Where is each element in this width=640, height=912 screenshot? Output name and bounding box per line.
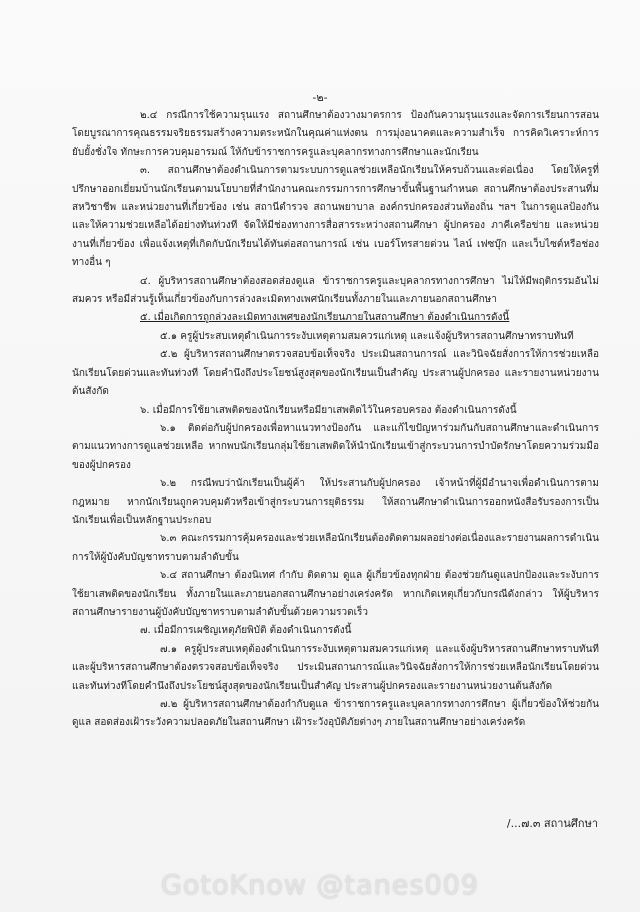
paragraph: ๖.๔ สถานศึกษา ต้องนิเทศ กำกับ ติดตาม ดูแล ผู้เกี่ยวข้องทุกฝ่าย ต้องช่วยกันดูแลปกป้องและระงับการใช้ยาเสพติดของนักเรียน ทั้งภายในและภายนอกสถานศึกษาอย่างเคร่งครัด หากเกิดเหตุเกี่ยวกับกรณีดังกล่าว ให้ผู้บริหารสถานศึกษารายงานผู้บังคับบัญชาทราบตามลำดับขั้นด้วยความรวดเร็ว (72, 570, 599, 618)
paragraph: ๗. เมื่อมีการเผชิญเหตุภัยพิบัติ ต้องดำเนินการดังนี้ (140, 625, 352, 637)
paragraph: ๖.๑ ติดต่อกับผู้ปกครองเพื่อหาแนวทางป้องกัน และแก้ไขปัญหาร่วมกันกับสถานศึกษาและดำเนินการตามแนวทางการดูแลช่วยเหลือ หากพบนักเรียนกลุ่มใช้ยาเสพติดให้นำนักเรียนเข้าสู่กระบวนการบำบัดรักษาโดยความร่วมมือของผู้ปกครอง (72, 422, 599, 471)
paragraph: ๖. เมื่อมีการใช้ยาเสพติดของนักเรียนหรือมียาเสพติดไว้ในครอบครอง ต้องดำเนินการดังนี้ (140, 404, 517, 416)
paragraph: ๓. สถานศึกษาต้องดำเนินการตามระบบการดูแลช่วยเหลือนักเรียนให้ครบถ้วนและต่อเนื่อง โดยให้ครูที่ปรึกษาออกเยี่ยมบ้านนักเรียนตามนโยบายที่สำนักงานคณะกรรมการการศึกษาขั้นพื้นฐานกำหนด สถานศึกษาต้องประสานที่มสหวิชาชีพ และหน่วยงานที่เกี่ยวข้อง เช่น สถานีตำรวจ สถานพยาบาล องค์กรปกครองส่วนท้องถิ่น ฯลฯ ในการดูแลป้องกันและให้ความช่วยเหลือได้อย่างทันท่วงที จัดให้มีช่องทางการสื่อสารระหว่างสถานศึกษา ผู้ปกครอง ภาคีเครือข่าย และหน่วยงานที่เกี่ยวข้อง เพื่อแจ้งเหตุที่เกิดกับนักเรียนได้ทันต่อสถานการณ์ เช่น เบอร์โทรสายด่วน ไลน์ เฟซบุ๊ก และเว็บไซต์หรือช่องทางอื่น ๆ (72, 165, 599, 269)
document-body (72, 107, 599, 733)
paragraph: ๒.๔ กรณีการใช้ความรุนแรง สถานศึกษาต้องวางมาตรการ ป้องกันความรุนแรงและจัดการเรียนการสอนโดยบูรณาการคุณธรรมจริยธรรมสร้างความตระหนักในคุณค่าแห่งตน การมุ่งอนาคตและความสำเร็จ การคิดวิเคราะห์การยับยั้งชั่งใจ ทักษะการควบคุมอารมณ์ ให้กับข้าราชการครูและบุคลากรทางการศึกษาและนักเรียน (72, 110, 599, 158)
paragraph: ๗.๑ ครูผู้ประสบเหตุต้องดำเนินการระงับเหตุตามสมควรแก่เหตุ และแจ้งผู้บริหารสถานศึกษาทราบทันที และผู้บริหารสถานศึกษาต้องตรวจสอบข้อเท็จจริง ประเมินสถานการณ์และวินิจฉัยสั่งการให้การช่วยเหลือนักเรียนโดยด่วนและทันท่วงทีโดยคำนึงถึงประโยชน์สูงสุดของนักเรียนเป็นสำคัญ ประสานผู้ปกครองและรายงานหน่วยงานต้นสังกัด (72, 643, 599, 692)
paragraph: ๖.๓ คณะกรรมการคุ้มครองและช่วยเหลือนักเรียนต้องติดตามผลอย่างต่อเนื่องและรายงานผลการดำเนินการให้ผู้บังคับบัญชาทราบตามลำดับขั้น (72, 533, 599, 563)
paragraph: ๕.๒ ผู้บริหารสถานศึกษาตรวจสอบข้อเท็จจริง ประเมินสถานการณ์ และวินิจฉัยสั่งการให้การช่วยเหลือนักเรียนโดยด่วนและทันท่วงที โดยคำนึงถึงประโยชน์สูงสุดของนักเรียนเป็นสำคัญ ประสานผู้ปกครอง และรายงานหน่วยงานต้นสังกัด (72, 349, 599, 398)
paragraph: ๔. ผู้บริหารสถานศึกษาต้องสอดส่องดูแล ข้าราชการครูและบุคลากรทางการศึกษา ไม่ให้มีพฤติกรรมอันไม่สมควร หรือมีส่วนรู้เห็นเกี่ยวข้องกับการล่วงละเมิดทางเพศนักเรียนทั้งภายในและภายนอกสถานศึกษา (72, 275, 599, 306)
paragraph: ๕. เมื่อเกิดการถูกล่วงละเมิดทางเพศของนักเรียนภายในสถานศึกษา ต้องดำเนินการดังนี้ (140, 312, 510, 324)
paragraph: ๗.๒ ผู้บริหารสถานศึกษาต้องกำกับดูแล ข้าราชการครูและบุคลากรทางการศึกษา ผู้เกี่ยวข้องให้ช่วยกันดูแล สอดส่องเฝ้าระวังความปลอดภัยในสถานศึกษา เฝ้าระวังอุบัติภัยต่างๆ ภายในสถานศึกษาอย่างเคร่งครัด (72, 699, 599, 729)
next-page-reference: /...๗.๓ สถานศึกษา (506, 817, 598, 830)
paragraph: ๖.๒ กรณีพบว่านักเรียนเป็นผู้ค้า ให้ประสานกับผู้ปกครอง เจ้าหน้าที่ผู้มีอำนาจเพื่อดำเนินการตามกฎหมาย หากนักเรียนถูกควบคุมตัวหรือเข้าสู่กระบวนการยุติธรรม ให้สถานศึกษาดำเนินการออกหนังสือรับรองการเป็นนักเรียนเพื่อเป็นหลักฐานประกอบ (72, 478, 599, 526)
page-number: -๒- (312, 91, 328, 104)
watermark: GotoKnow @tanes009 (160, 870, 479, 901)
paragraph: ๕.๑ ครูผู้ประสบเหตุดำเนินการระงับเหตุตามสมควรแก่เหตุ และแจ้งผู้บริหารสถานศึกษาทราบทันที (160, 330, 574, 342)
